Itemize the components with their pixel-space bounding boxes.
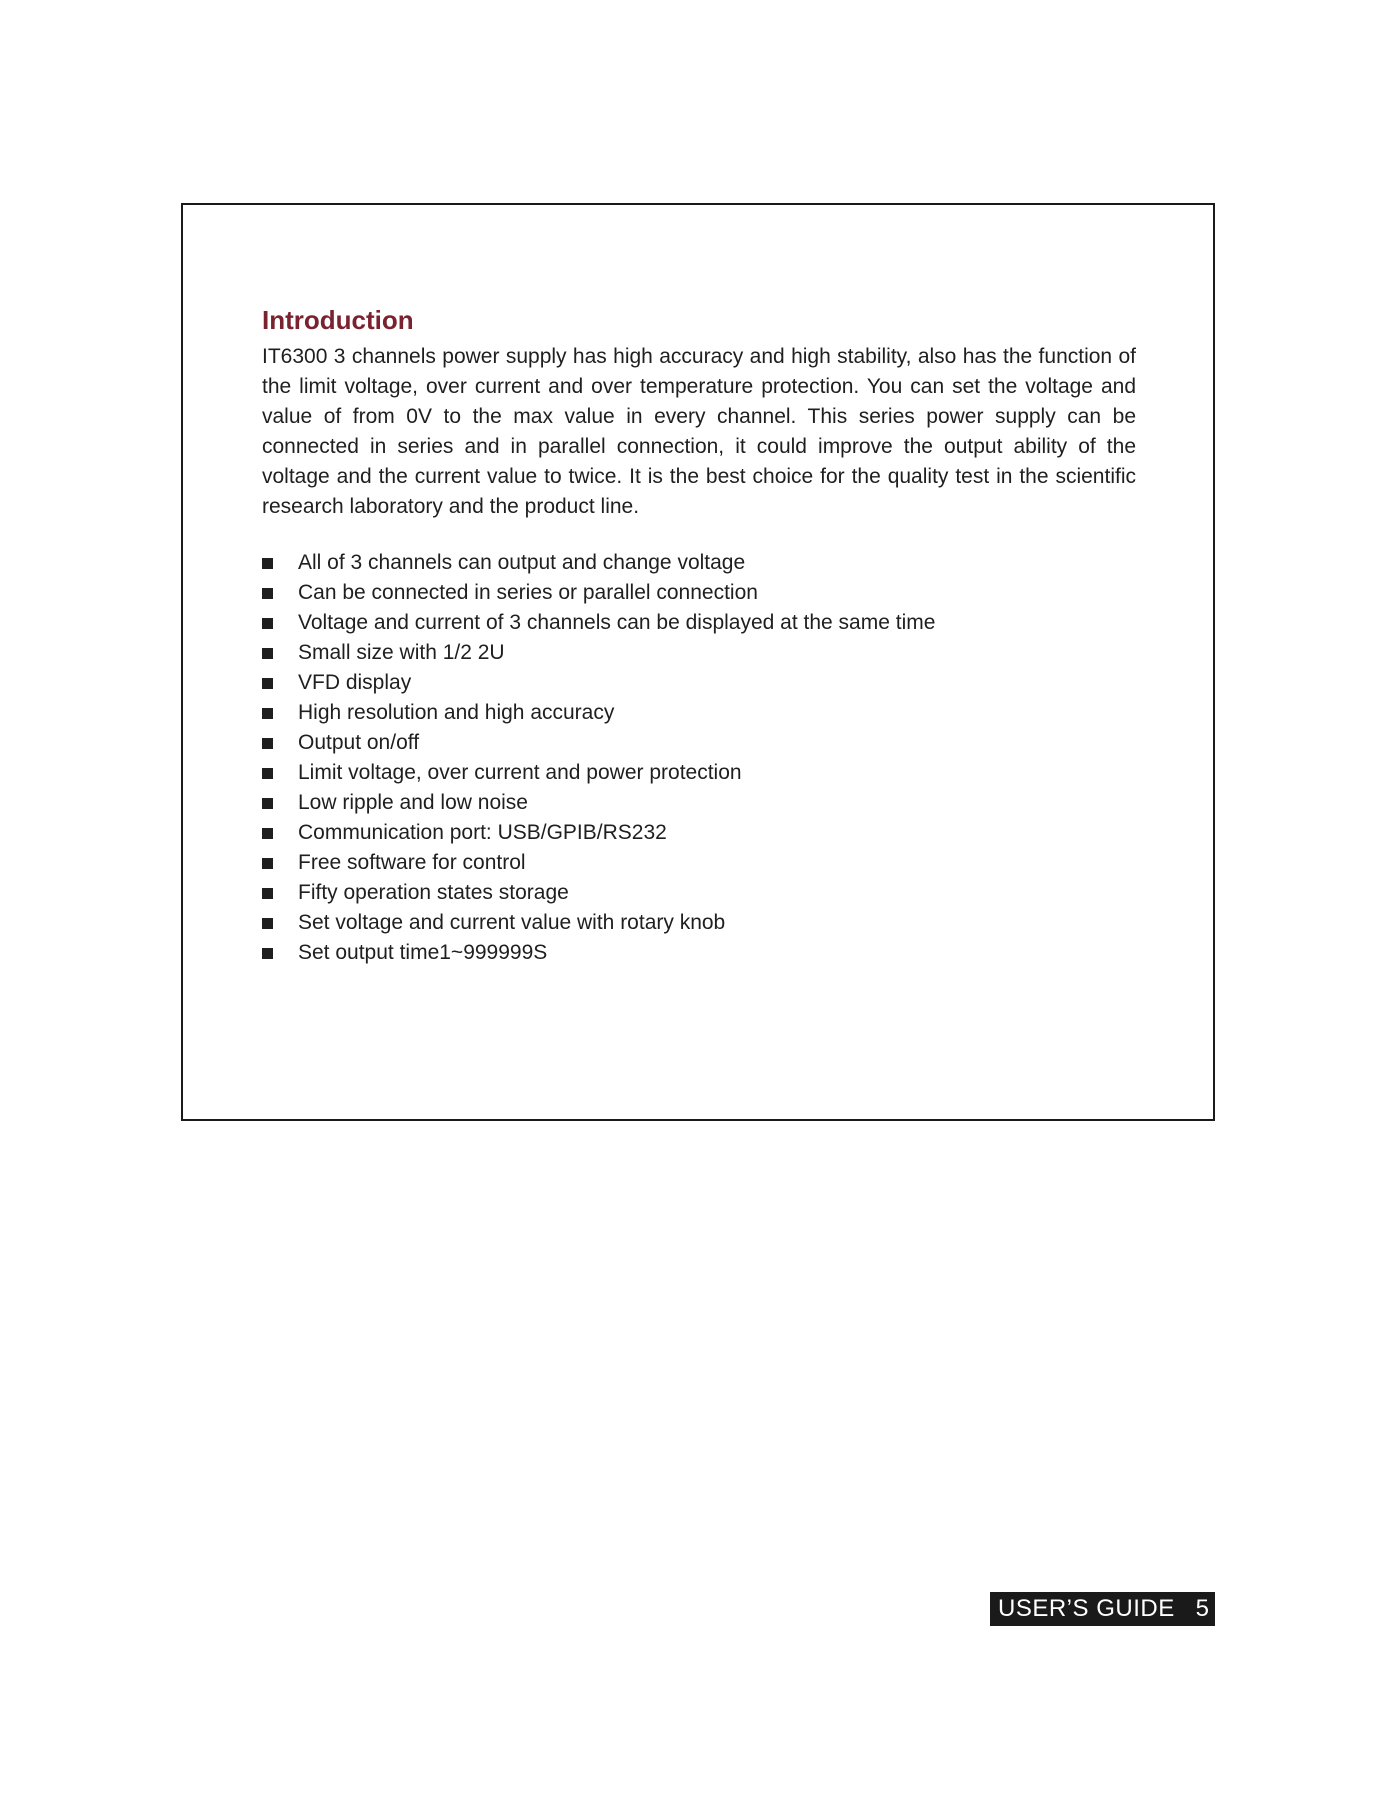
- square-bullet-icon: [262, 828, 273, 839]
- content-frame: [181, 203, 1215, 1121]
- feature-item: [262, 788, 1136, 818]
- square-bullet-icon: [262, 858, 273, 869]
- feature-text: Set output time1~999999S: [298, 941, 548, 964]
- feature-text: Fifty operation states storage: [298, 881, 569, 904]
- square-bullet-icon: [262, 768, 273, 779]
- feature-text: Can be connected in series or parallel connection: [298, 581, 758, 604]
- feature-item: [262, 638, 1136, 668]
- square-bullet-icon: [262, 798, 273, 809]
- feature-item: [262, 758, 1136, 788]
- intro-paragraph: IT6300 3 channels power supply has high accuracy and high stability, also has the function of the limit voltage, over current and over temperature protection. You can set the voltage and value of from 0V to the max value in every channel. This series power supply can be connected in series and in parallel connection, it could improve the output ability of the voltage and the current value to twice. It is the best choice for the quality test in the scientific research laboratory and the product line.: [262, 345, 1136, 518]
- feature-text: Free software for control: [298, 851, 526, 874]
- section-title: Introduction: [262, 305, 414, 335]
- feature-item: [262, 668, 1136, 698]
- feature-text: Set voltage and current value with rotary knob: [298, 911, 726, 934]
- feature-text: Voltage and current of 3 channels can be displayed at the same time: [298, 611, 936, 634]
- feature-text: High resolution and high accuracy: [298, 701, 615, 724]
- feature-item: [262, 698, 1136, 728]
- feature-text: Small size with 1/2 2U: [298, 641, 505, 664]
- feature-item: [262, 578, 1136, 608]
- feature-item: [262, 818, 1136, 848]
- square-bullet-icon: [262, 588, 273, 599]
- square-bullet-icon: [262, 888, 273, 899]
- square-bullet-icon: [262, 918, 273, 929]
- feature-text: Limit voltage, over current and power protection: [298, 761, 742, 784]
- feature-text: Low ripple and low noise: [298, 791, 528, 814]
- introduction-section: [262, 304, 1136, 968]
- square-bullet-icon: [262, 618, 273, 629]
- feature-item: [262, 908, 1136, 938]
- square-bullet-icon: [262, 948, 273, 959]
- feature-text: Output on/off: [298, 731, 420, 754]
- feature-item: [262, 878, 1136, 908]
- square-bullet-icon: [262, 738, 273, 749]
- page-footer: [990, 1592, 1215, 1626]
- square-bullet-icon: [262, 678, 273, 689]
- page-number: 5: [1195, 1595, 1209, 1622]
- feature-item: [262, 848, 1136, 878]
- square-bullet-icon: [262, 558, 273, 569]
- feature-item: [262, 938, 1136, 968]
- feature-text: VFD display: [298, 671, 412, 694]
- feature-item: [262, 608, 1136, 638]
- footer-label: USER’S GUIDE: [998, 1595, 1175, 1622]
- feature-text: All of 3 channels can output and change voltage: [298, 551, 746, 574]
- feature-list: [262, 548, 1136, 968]
- square-bullet-icon: [262, 648, 273, 659]
- feature-item: [262, 728, 1136, 758]
- square-bullet-icon: [262, 708, 273, 719]
- feature-text: Communication port: USB/GPIB/RS232: [298, 821, 667, 844]
- feature-item: [262, 548, 1136, 578]
